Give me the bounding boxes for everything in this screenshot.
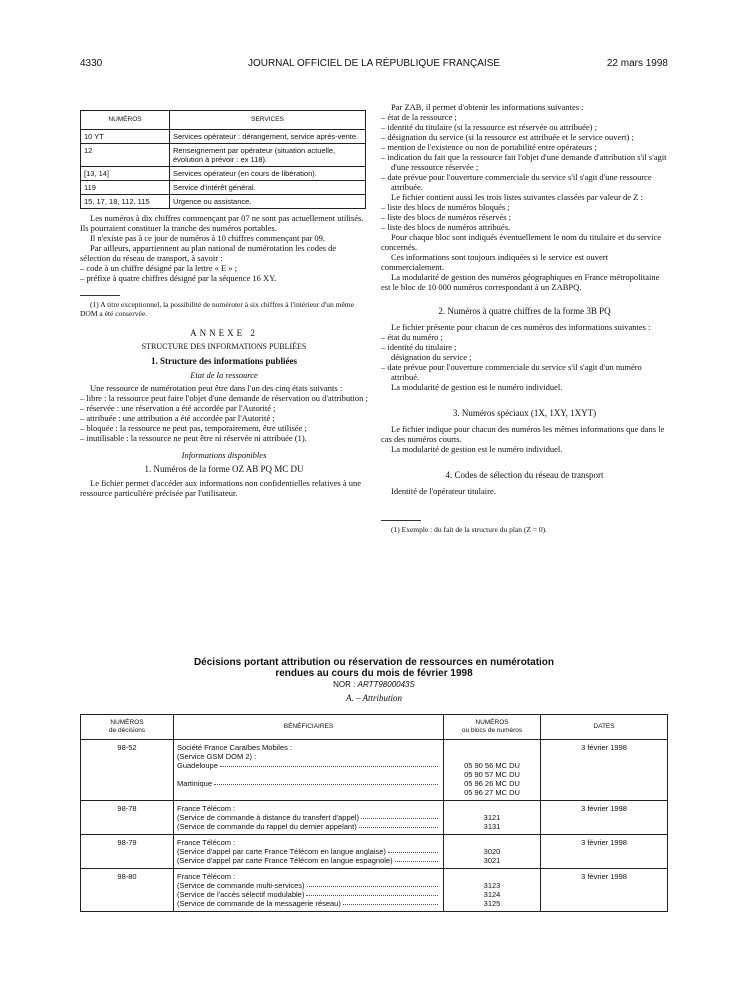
beneficiary-line: France Télécom : [177, 804, 236, 813]
paragraph: Une ressource de numérotation peut être dans l'un des cinq états suivants : [90, 383, 343, 393]
beneficiary-line: Société France Caraïbes Mobiles : [177, 743, 293, 752]
cell-service: Renseignement par opérateur (situation actuelle, évolution à prévoir : ex 118). [170, 144, 366, 167]
beneficiary-line: (Service de l'accès sélectif modulable) [177, 890, 440, 899]
table-row [81, 869, 668, 912]
list-item: – liste des blocs de numéros réservés ; [381, 212, 512, 222]
list-item: – attribuée : une attribution a été accordée par l'Autorité ; [80, 413, 275, 423]
cell-service: Service d'intérêt général. [170, 181, 366, 195]
paragraph: Le fichier indique pour chacun des numéros les mêmes informations que dans le cas des numéros courts. [381, 424, 665, 444]
attribution-table [80, 714, 668, 912]
number-line: 3125 [483, 899, 501, 908]
paragraph: désignation du service ; [391, 352, 472, 362]
number-line: 05 90 57 MC DU [464, 770, 520, 779]
list-item: – état du numéro ; [381, 332, 443, 342]
paragraph: Le fichier permet d'accéder aux informations non confidentielles relatives à une ressource particulière précisée par l'utilisateur. [80, 478, 362, 498]
footnote: (1) A titre exceptionnel, la possibilité de numéroter à six chiffres à l'intérieur d'un même DOM a été conservée. [80, 300, 354, 318]
list-item: – indication du fait que la ressource fait l'objet d'une demande d'attribution s'il s'agit d'une ressource réservée ; [381, 152, 667, 172]
paragraph: Pour chaque bloc sont indiqués éventuellement le nom du titulaire et du service concernés. [381, 232, 662, 252]
number-line: 3124 [483, 890, 501, 899]
list-item: – code à un chiffre désigné par la lettre « E » ; [80, 263, 238, 273]
paragraph: Il n'existe pas à ce jour de numéros à 10 chiffres commençant par 09. [90, 233, 326, 243]
number-line [447, 838, 537, 847]
page-number: 4330 [80, 58, 103, 69]
beneficiary-line: France Télécom : [177, 872, 236, 881]
cell-numbers [444, 801, 541, 835]
number-line [447, 752, 537, 761]
list-item: – état de la ressource ; [381, 112, 457, 122]
paragraph: La modularité de gestion est le numéro individuel. [391, 444, 563, 454]
list [80, 393, 368, 443]
journal-title: JOURNAL OFFICIEL DE LA RÉPUBLIQUE FRANÇAISE [247, 58, 501, 69]
section-heading: 4. Codes de sélection du réseau de transport [445, 470, 604, 480]
list [80, 263, 368, 283]
cell-service: Services opérateur : dérangement, service après-vente. [170, 130, 366, 144]
cell-date: 3 février 1998 [541, 835, 668, 869]
cell-date: 3 février 1998 [541, 801, 668, 835]
beneficiary-line: (Service GSM DOM 2) : [177, 752, 257, 761]
list-item: – inutilisable : la ressource ne peut être ni réservée ni attribuée (1). [80, 433, 307, 443]
cell-number: 15, 17, 18, 112, 115 [81, 195, 170, 209]
list-item: – bloquée : la ressource ne peut pas, temporairement, être utilisée ; [80, 423, 307, 433]
nor-reference: NOR : ARTT9800043S [333, 680, 415, 689]
cell-beneficiary [174, 835, 444, 869]
cell-service: Urgence ou assistance. [170, 195, 366, 209]
annex-subtitle: STRUCTURE DES INFORMATIONS PUBLIÉES [141, 342, 307, 351]
number-line: 3021 [483, 856, 501, 865]
table-header-dates: DATES [541, 715, 668, 740]
cell-date: 3 février 1998 [541, 740, 668, 801]
beneficiary-line: (Service de commande de la messagerie réseau) [177, 899, 440, 908]
cell-number: 119 [81, 181, 170, 195]
cell-decision-number: 98-80 [81, 869, 174, 912]
list [381, 112, 668, 192]
list-item: – liste des blocs de numéros attribués. [381, 222, 511, 232]
cell-date: 3 février 1998 [541, 869, 668, 912]
list-item: – libre : la ressource peut faire l'objet d'une demande de réservation ou d'attribution ; [80, 393, 368, 403]
table-row [81, 835, 668, 869]
table-header-numeros: NUMÉROS [81, 111, 170, 130]
cell-decision-number: 98-52 [81, 740, 174, 801]
section-heading: 3. Numéros spéciaux (1X, 1XY, 1XYT) [452, 408, 597, 418]
beneficiary-line: Guadeloupe [177, 761, 440, 770]
number-line: 3123 [483, 881, 501, 890]
cell-beneficiary [174, 801, 444, 835]
list-item: – préfixe à quatre chiffres désigné par la séquence 16 XY. [80, 273, 277, 283]
table-row [81, 144, 366, 167]
beneficiary-line [177, 770, 440, 779]
beneficiary-line: (Service de commande à distance du transfert d'appel) [177, 813, 440, 822]
paragraph: Par ZAB, il permet d'obtenir les informations suivantes : [391, 102, 584, 112]
number-line [447, 872, 537, 881]
cell-number: 10 YT [81, 130, 170, 144]
section-heading: 1. Numéros de la forme OZ AB PQ MC DU [144, 464, 304, 474]
table-header-numbers: NUMÉROS ou blocs de numéros [444, 715, 541, 740]
decisions-heading [80, 657, 668, 703]
cell-numbers [444, 835, 541, 869]
list [381, 202, 668, 232]
table-row [81, 195, 366, 209]
paragraph: La modularité de gestion est le numéro individuel. [391, 382, 563, 392]
decisions-title: Décisions portant attribution ou réservation de ressources en numérotation [193, 657, 555, 668]
table-row [81, 167, 366, 181]
number-line: 05 96 26 MC DU [464, 779, 520, 788]
section-title: A. – Attribution [345, 693, 403, 703]
decisions-title-2: rendues au cours du mois de février 1998 [275, 668, 473, 679]
number-line: 3131 [483, 822, 501, 831]
cell-number: [13, 14] [81, 167, 170, 181]
list-item: – mention de l'existence ou non de portabilité entre opérateurs ; [381, 142, 597, 152]
cell-beneficiary [174, 869, 444, 912]
number-line: 05 96 27 MC DU [464, 788, 520, 797]
paragraph: Par ailleurs, appartiennent au plan national de numérotation les codes de sélection du réseau de transport, à savoir : [80, 243, 337, 263]
subheading: Informations disponibles [181, 450, 267, 460]
list [381, 332, 668, 352]
beneficiary-line: France Télécom : [177, 838, 236, 847]
cell-numbers [444, 740, 541, 801]
left-column [80, 110, 368, 498]
issue-date: 22 mars 1998 [606, 58, 668, 69]
list-item: – identité du titulaire (si la ressource est réservée ou attribuée) ; [381, 122, 597, 132]
right-column [381, 102, 668, 534]
paragraph: Les numéros à dix chiffres commençant par 07 ne sont pas actuellement utilisés. Ils pourraient constituer la tranche des numéros portables. [80, 213, 364, 233]
beneficiary-line: (Service d'appel par carte France Télécom en langue espagnole) [177, 856, 440, 865]
cell-service: Services opérateur (en cours de libération). [170, 167, 366, 181]
table-header-services: SERVICES [170, 111, 366, 130]
paragraph: Le fichier contient aussi les trois listes suivantes classées par valeur de Z : [391, 192, 643, 202]
table-row [81, 181, 366, 195]
table-row [81, 740, 668, 801]
beneficiary-line: (Service d'appel par carte France Télécom en langue anglaise) [177, 847, 440, 856]
services-table [80, 110, 366, 209]
number-line [447, 804, 537, 813]
beneficiary-line: (Service de commande du rappel du dernier appelant) [177, 822, 440, 831]
number-line: 3121 [483, 813, 501, 822]
section-heading: 1. Structure des informations publiées [150, 356, 298, 366]
cell-beneficiary [174, 740, 444, 801]
page-header [80, 58, 668, 72]
table-row [81, 130, 366, 144]
list-item: – date prévue pour l'ouverture commerciale du service s'il s'agit d'un numéro attribué. [381, 362, 642, 382]
paragraph: La modularité de gestion des numéros géographiques en France métropolitaine est le bloc de 10 000 numéros correspondant à un ZABPQ. [381, 272, 660, 292]
beneficiary-line [177, 788, 440, 797]
cell-decision-number: 98-79 [81, 835, 174, 869]
list-item: – liste des blocs de numéros bloqués ; [381, 202, 510, 212]
table-header-decision: NUMÉROS de décisions [81, 715, 174, 740]
cell-numbers [444, 869, 541, 912]
annex-title: ANNEXE 2 [190, 328, 258, 338]
list-item: – date prévue pour l'ouverture commerciale du service s'il s'agit d'une ressource attribuée. [381, 172, 652, 192]
footnote-rule [80, 295, 120, 296]
list [381, 362, 668, 382]
list-item: – désignation du service (si la ressource est attribuée et le service ouvert) ; [381, 132, 634, 142]
table-header-beneficiaires: BÉNÉFICIAIRES [174, 715, 444, 740]
cell-decision-number: 98-78 [81, 801, 174, 835]
list-item: – réservée : une réservation a été accordée par l'Autorité ; [80, 403, 276, 413]
paragraph: Le fichier présente pour chacun de ces numéros des informations suivantes : [391, 322, 651, 332]
table-row [81, 801, 668, 835]
paragraph: Ces informations sont toujours indiquées si le service est ouvert commercialement. [381, 252, 608, 272]
beneficiary-line: Martinique [177, 779, 440, 788]
beneficiary-line: (Service de commande multi-services) [177, 881, 440, 890]
number-line: 05 90 56 MC DU [464, 761, 520, 770]
section-heading: 2. Numéros à quatre chiffres de la forme 3B PQ [438, 306, 611, 316]
footnote: (1) Exemple : du fait de la structure du plan (Z = 0). [391, 525, 548, 534]
footnote-rule [381, 520, 421, 521]
paragraph: Identité de l'opérateur titulaire. [391, 486, 496, 496]
list-item: – identité du titulaire ; [381, 342, 457, 352]
number-line: 3020 [483, 847, 501, 856]
subheading: Etat de la ressource [190, 370, 258, 380]
number-line [447, 743, 537, 752]
cell-number: 12 [81, 144, 170, 167]
